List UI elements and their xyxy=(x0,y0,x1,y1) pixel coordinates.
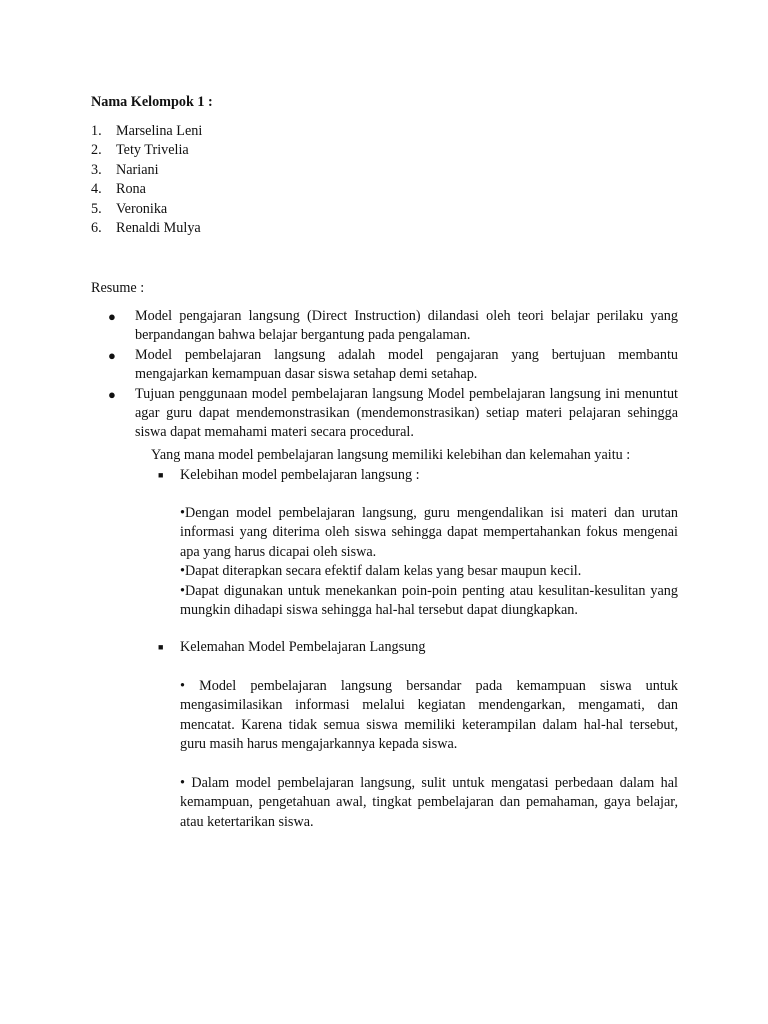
resume-bullet-list xyxy=(108,307,678,443)
list-item xyxy=(91,180,202,199)
kelebihan-body xyxy=(180,504,678,620)
list-number: 4. xyxy=(91,181,102,198)
member-name: Rona xyxy=(116,181,146,198)
square-bullet-icon: ■ xyxy=(158,470,164,480)
kelemahan-heading-row xyxy=(158,638,678,657)
member-name: Tety Trivelia xyxy=(116,142,189,159)
list-item xyxy=(91,141,202,160)
paragraph-gap xyxy=(180,755,678,774)
list-number: 6. xyxy=(91,220,102,237)
list-item xyxy=(91,219,202,238)
bullet-dot-icon: ● xyxy=(108,347,116,363)
bullet-dot-icon: ● xyxy=(108,309,116,324)
list-number: 3. xyxy=(91,161,102,178)
kelemahan-body xyxy=(180,677,678,832)
bullet-item xyxy=(108,307,678,346)
list-item xyxy=(91,200,202,219)
kelebihan-heading: Kelebihan model pembelajaran langsung : xyxy=(180,467,420,483)
list-item xyxy=(91,161,202,180)
bullet-item xyxy=(108,385,678,443)
member-name: Marselina Leni xyxy=(116,123,203,139)
kelebihan-point: •Dapat digunakan untuk menekankan poin-poin penting atau kesulitan-kesulitan yang mungkin dihadapi siswa sehingga hal-hal tersebut dapat diungkapkan. xyxy=(180,582,678,619)
list-number: 2. xyxy=(91,142,102,159)
bullet-text: Model pembelajaran langsung adalah model pengajaran yang bertujuan membantu mengajarkan kemampuan dasar siswa setahap demi setahap. xyxy=(135,346,678,383)
bullet-text: Tujuan penggunaan model pembelajaran langsung Model pembelajaran langsung ini menuntut agar guru dapat mendemonstrasikan (mendemonstrasikan) setiap materi pelajaran sehingga siswa dapat memahami materi secara procedural. xyxy=(135,385,678,441)
kelebihan-heading-row xyxy=(158,466,678,485)
kelemahan-heading: Kelemahan Model Pembelajaran Langsung xyxy=(180,639,426,655)
kelebihan-point: •Dengan model pembelajaran langsung, guru mengendalikan isi materi dan urutan informasi yang diterima oleh siswa sehingga dapat mempertahankan fokus mengenai apa yang harus dicapai oleh siswa. xyxy=(180,505,678,560)
member-name: Renaldi Mulya xyxy=(116,220,201,237)
list-item xyxy=(91,122,202,141)
member-name: Nariani xyxy=(116,161,159,178)
intro-sentence: Yang mana model pembelajaran langsung memiliki kelebihan dan kelemahan yaitu : xyxy=(151,447,631,463)
bullet-dot-icon: ● xyxy=(108,386,116,402)
list-number: 1. xyxy=(91,123,102,139)
group-title: Nama Kelompok 1 : xyxy=(91,94,213,110)
member-name: Veronika xyxy=(116,200,168,217)
bullet-text: Model pengajaran langsung (Direct Instruction) dilandasi oleh teori belajar perilaku yang berpandangan bahwa belajar bergantung pada pengalaman. xyxy=(135,308,678,344)
square-bullet-icon: ■ xyxy=(158,642,164,652)
list-number: 5. xyxy=(91,200,102,217)
resume-label: Resume : xyxy=(91,280,145,296)
kelemahan-point: • Dalam model pembelajaran langsung, sulit untuk mengatasi perbedaan dalam hal kemampuan, pengetahuan awal, tingkat pembelajaran dan pemahaman, gaya belajar, atau ketertarikan siswa. xyxy=(180,775,678,830)
kelebihan-point: •Dapat diterapkan secara efektif dalam kelas yang besar maupun kecil. xyxy=(180,563,582,580)
bullet-item xyxy=(108,346,678,385)
member-list xyxy=(91,122,202,238)
kelemahan-point: • Model pembelajaran langsung bersandar pada kemampuan siswa untuk mengasimilasikan informasi melalui kegiatan mendengarkan, mengamati, dan mencatat. Karena tidak semua siswa memiliki keterampilan dalam hal-hal tersebut, guru masih harus mengajarkannya kepada siswa. xyxy=(180,678,678,753)
